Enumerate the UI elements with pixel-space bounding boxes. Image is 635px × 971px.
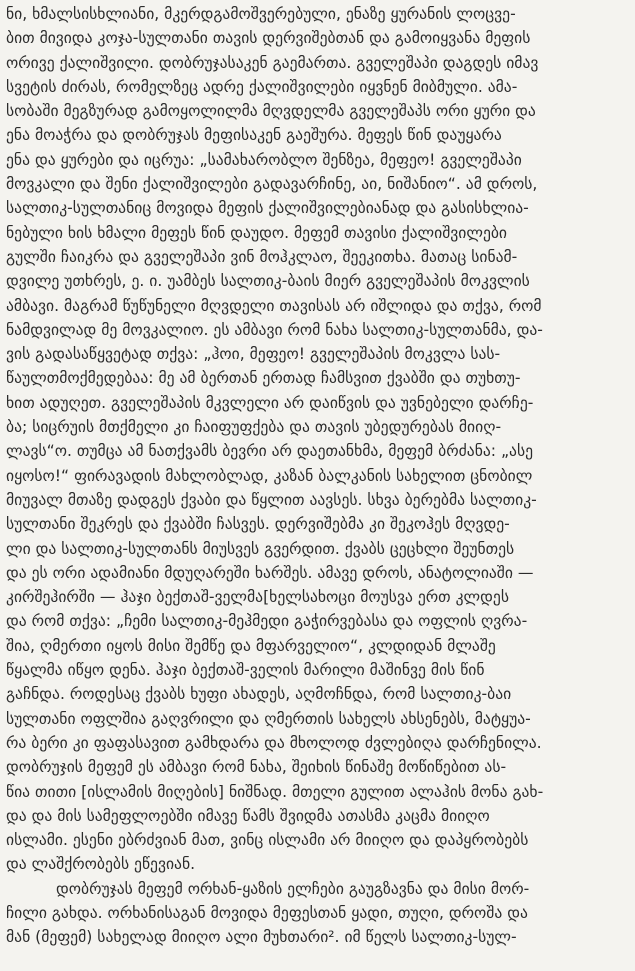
paragraph-1: ნი, ხმალსისხლიანი, მკერდგამოშვერებული, ენაზე ყურანის ლოცვე- ბით მივიდა კოჯა-სულთანი თავის დერვიშებთან და გამოიყვანა მეფის ორივე ქალიშვილი. დობრუჯასაკენ გაემართა. გველეშაპი დაგდეს იმავ სვეტის ძირას, რომელზეც ადრე ქალიშვილები იყვნენ მიბმული. ამა- სობაში მეგზურად გამოყოლილმა მღვდელმა გველეშაპს ორი ყური და ენა მოაჭრა და დობრუჯას მეფისაკენ გაეშურა. მეფეს წინ დაუყარა ენა და ყურები და იცრუა: „სამახარობლო შენზეა, მეფეო! გველეშაპი მოვკალი და შენი ქალიშვილები გადავარჩინე, აი, ნიშანიო“. ამ დროს, სალთიკ-სულთანიც მოვიდა მეფის ქალიშვილებიანად და გასისხლია- ნებული ხის ხმალი მეფეს წინ დაუდო. მეფემ თავისი ქალიშვილები გულში ჩაიკრა და გველეშაპი ვინ მოჰკლაო, შეეკითხა. მათაც სინამ- დვილე უთხრეს, ე. ი. უამბეს სალთიკ-ბაის მიერ გველეშაპის მოკვლის ამბავი. მაგრამ წუწუნელი მღვდელი თავისას არ იშლიდა და თქვა, რომ ნამდვილად მე მოვკალიო. ეს ამბავი რომ ნახა სალთიკ-სულთანმა, და- ვის გადასაწყვეტად თქვა: „ჰოი, მეფეო! გველეშაპის მოკვლა სას- წაულთმოქმედებაა: მე ამ ბერთან ერთად ჩამსვით ქვაბში და თუხთუ- ხით ადუღეთ. გველეშაპის მკვლელი არ დაიწვის და უვნებელი დარჩე- ბა; სიცრუის მთქმელი კი ჩაიფუფქება და თავის უბედურებას მიიღ- ლავს“ო. თუმცა ამ ნათქვამს ბევრი არ დაეთანხმა, მეფემ ბრძანა: „ასე იყოსო!“ ფირავადის მახლობლად, კაზან ბალკანის სახელით ცნობილ მიუვალ მთაზე დადგეს ქვაბი და წყლით აავსეს. სხვა ბერებმა სალთიკ- სულთანი შეკრეს და ქვაბში ჩასვეს. დერვიშებმა კი შეკოჰეს მღვდე- ლი და სალთიკ-სულთანს მიუსვეს გვერდით. ქვაბს ცეცხლი შეუნთეს და ეს ორი ადამიანი მდუღარეში ხარშეს. ამავე დროს, ანატოლიაში — კირშეჰირში — ჰაჯი ბექთაშ-ველმა[ხელსახოცი მოუსვა ერთ კლდეს და რომ თქვა: „ჩემი სალთიკ-მეჰმედი გაჭირვებასა და ოფლის ღვრა- შია, ღმერთი იყოს მისი შემწე და მფარველიო“, კლდიდან მლაშე წყალმა იწყო დენა. ჰაჯი ბექთაშ-ველის მარილი მაშინვე მის წინ გაჩნდა. როდესაც ქვაბს ხუფი ახადეს, აღმოჩნდა, რომ სალთიკ-ბაი სულთანი ოფლშია გაღვრილი და ღმერთის სახელს ახსენებს, მატყუა- რა ბერი კი ფაფასავით გამხდარა და მხოლოდ ძვლებიღა დარჩენილა. დობრუჯის მეფემ ეს ამბავი რომ ნახა, შეიხის წინაშე მოწიწებით ას- წია თითი [ისლამის მიღების] ნიშნად. მთელი გულით ალაჰის მონა გახ- და და მის სამეფლოებში იმავე წამს შვიდმა ათასმა კაცმა მიიღო ისლამი. ესენი ებრძვიან მათ, ვინც ისლამი არ მიიღო და დაპყრობებს და ლაშქრობებს ეწევიან. bbox=[6, 5, 544, 874]
document-body bbox=[6, 2, 628, 950]
paragraph-2: დობრუჯას მეფემ ორხან-ყაზის ელჩები გაუგზავნა და მისი მორ- ჩილი გახდა. ორხანისაგან მოვიდა მეფესთან ყადი, თუღი, დროშა და მან (მეფემ) სახელად მიიღო ალი მუხთარი². იმ წელს სალთიკ-სულ- bbox=[6, 879, 530, 947]
